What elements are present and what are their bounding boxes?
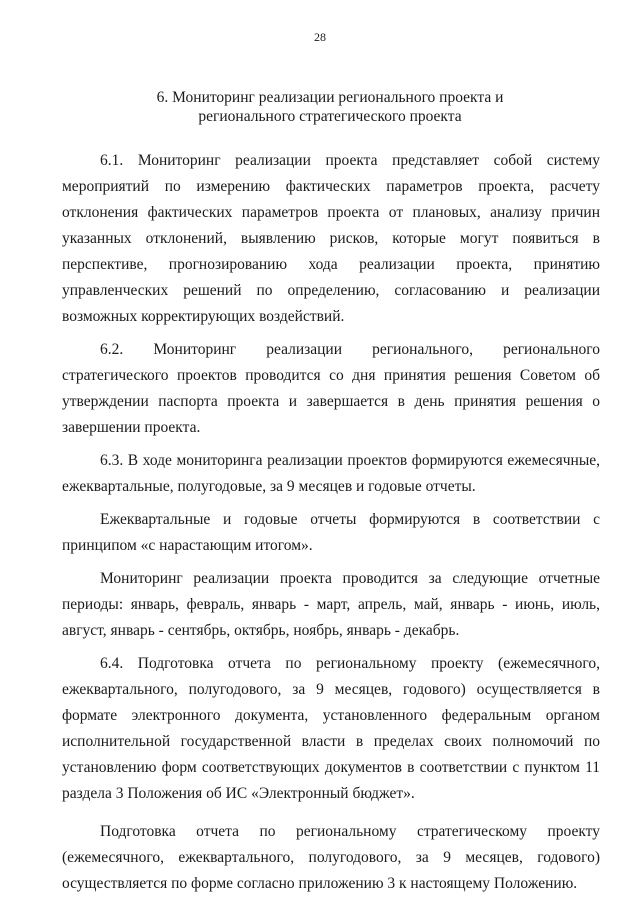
section-heading-line-2: регионального стратегического проекта — [198, 108, 462, 125]
paragraph-6-3: 6.3. В ходе мониторинга реализации проектов формируются ежемесячные, ежеквартальные, полугодовые, за 9 месяцев и годовые отчеты. — [62, 452, 600, 495]
paragraph-quarterly-reports: Ежеквартальные и годовые отчеты формируются в соответствии с принципом «с нарастающим итогом». — [62, 511, 600, 554]
paragraph-reporting-periods: Мониторинг реализации проекта проводится за следующие отчетные периоды: январь, февраль, январь - март, апрель, май, январь - июнь, июль, август, январь - сентябрь, октябрь, ноябрь, январь - декабрь. — [62, 570, 600, 639]
paragraph-6-1: 6.1. Мониторинг реализации проекта представляет собой систему мероприятий по измерению фактических параметров проекта, расчету отклонения фактических параметров проекта от плановых, анализу причин указанных отклонений, выявлению рисков, которые могут появиться в перспективе, прогнозированию хода реализации проекта, принятию управленческих решений по определению, согласованию и реализации возможных корректирующих воздействий. — [62, 152, 600, 325]
page-number: 28 — [314, 30, 326, 44]
paragraph-6-2: 6.2. Мониторинг реализации регионального, регионального стратегического проектов проводится со дня принятия решения Советом об утверждении паспорта проекта и завершается в день принятия решения о завершении проекта. — [62, 341, 600, 436]
section-heading — [60, 88, 600, 126]
paragraph-strategic-report: Подготовка отчета по региональному стратегическому проекту (ежемесячного, ежеквартального, полугодового, за 9 месяцев, годового) осуществляется по форме согласно приложению 3 к настоящему Положению. — [62, 823, 600, 892]
document-body — [62, 148, 600, 897]
section-heading-line-1: 6. Мониторинг реализации регионального проекта и — [156, 89, 504, 106]
paragraph-6-4: 6.4. Подготовка отчета по региональному проекту (ежемесячного, ежеквартального, полугодового, за 9 месяцев, годового) осуществляется в формате электронного документа, установленного федеральным органом исполнительной государственной власти в пределах своих полномочий по установлению форм соответствующих документов в соответствии с пунктом 11 раздела 3 Положения об ИС «Электронный бюджет». — [62, 655, 600, 802]
